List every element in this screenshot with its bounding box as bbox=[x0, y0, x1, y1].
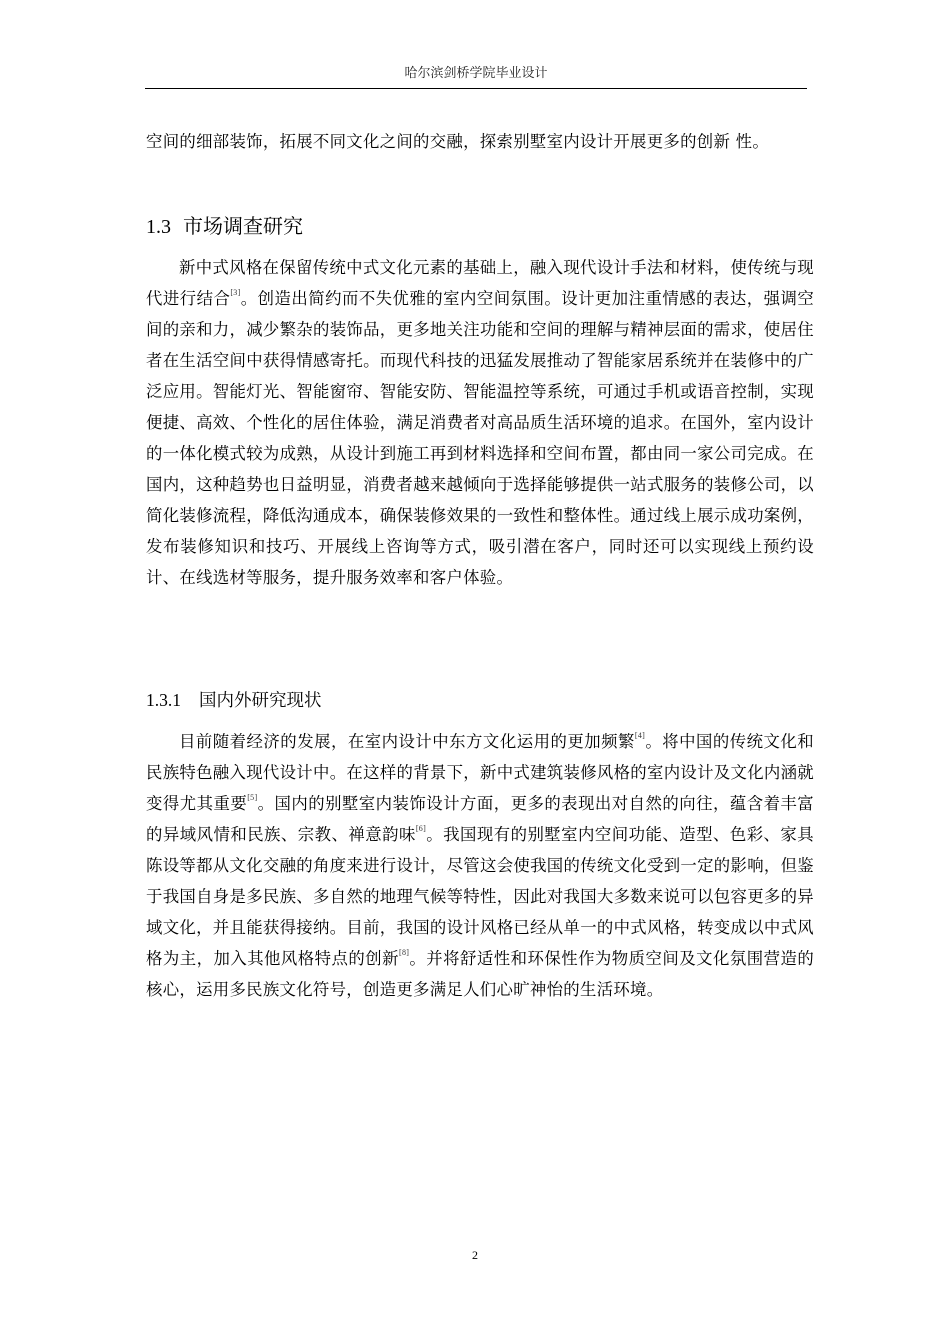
page-number: 2 bbox=[472, 1248, 478, 1262]
paragraph-text: 。创造出简约而不失优雅的室内空间氛围。设计更加注重情感的表达，强调空间的亲和力，减少繁杂的装饰品，更多地关注功能和空间的理解与精神层面的需求，使居住者在生活空间中获得情感寄托。而现代科技的迅猛发展推动了智能家居系统并在装修中的广泛应用。智能灯光、智能窗帘、智能安防、智能温控等系统，可通过手机或语音控制，实现便捷、高效、个性化的居住体验，满足消费者对高品质生活环境的追求。在国外，室内设计的一体化模式较为成熟，从设计到施工再到材料选择和空间布置，都由同一家公司完成。在国内，这种趋势也日益明显，消费者越来越倾向于选择能够提供一站式服务的装修公司，以简化装修流程，降低沟通成本，确保装修效果的一致性和整体性。通过线上展示成功案例，发布装修知识和技巧、开展线上咨询等方式，吸引潜在客户，同时还可以实现线上预约设计、在线选材等服务，提升服务效率和客户体验。 bbox=[146, 289, 815, 587]
section-heading-1-3-1 bbox=[146, 687, 322, 714]
market-research-paragraph bbox=[146, 252, 814, 593]
paragraph-text: 。并将舒适性和环保性作为物质空间及文化氛围营造的核心，运用多民族文化符号，创造更多满足人们心旷神怡的生活环境。 bbox=[146, 949, 815, 999]
paragraph-text: 。将中国的传统文化和民族特色融入现代设计中。在这样的背景下，新中式建筑装修风格的室内设计及文化内涵就变得尤其重要 bbox=[146, 732, 814, 813]
citation-4: [4] bbox=[634, 731, 646, 740]
section-heading-1-3 bbox=[146, 212, 303, 241]
section-title: 市场调查研究 bbox=[183, 214, 303, 238]
intro-continuation-paragraph: 空间的细部装饰，拓展不同文化之间的交融，探索别墅室内设计开展更多的创新 性。 bbox=[146, 132, 770, 151]
section-title: 国内外研究现状 bbox=[199, 691, 322, 711]
citation-5: [5] bbox=[247, 793, 258, 802]
section-number: 1.3.1 bbox=[146, 690, 181, 710]
citation-8: [8] bbox=[399, 948, 410, 957]
paragraph-text: 。我国现有的别墅室内空间功能、造型、色彩、家具陈设等都从文化交融的角度来进行设计，尽管这会使我国的传统文化受到一定的影响，但鉴于我国自身是多民族、多自然的地理气候等特性，因此对我国大多数来说可以包容更多的异域文化，并且能获得接纳。目前，我国的设计风格已经从单一的中式风格，转变成以中式风格为主，加入其他风格特点的创新 bbox=[146, 825, 814, 968]
citation-3: [3] bbox=[230, 288, 241, 297]
paragraph-text: 新中式风格在保留传统中式文化元素的基础上，融入现代设计手法和材料，使传统与现代进行结合 bbox=[146, 258, 814, 308]
paragraph-text: 目前随着经济的发展，在室内设计中东方文化运用的更加频繁 bbox=[179, 732, 635, 751]
page-header: 哈尔滨剑桥学院毕业设计 bbox=[404, 66, 548, 81]
citation-6: [6] bbox=[415, 824, 427, 833]
section-number: 1.3 bbox=[146, 216, 171, 238]
paragraph-text: 。国内的别墅室内装饰设计方面，更多的表现出对自然的向往，蕴含着丰富的异域风情和民族、宗教、禅意韵味 bbox=[146, 794, 814, 844]
header-divider bbox=[145, 88, 807, 89]
research-status-paragraph bbox=[146, 726, 814, 1005]
